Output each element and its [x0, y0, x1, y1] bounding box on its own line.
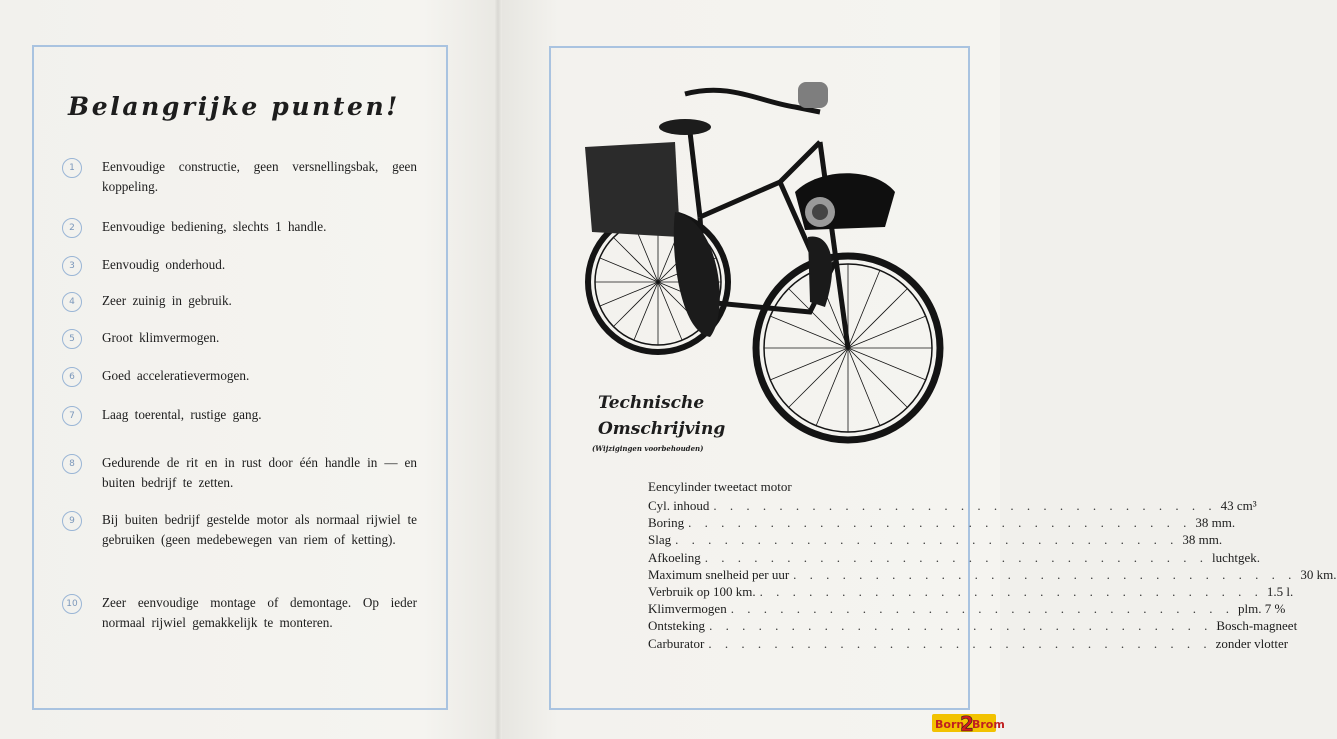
dot-leader [705, 617, 1216, 634]
spec-label: Klimvermogen [648, 601, 727, 617]
spec-label: Maximum snelheid per uur [648, 566, 790, 582]
spec-value: Bosch-magneet [1216, 618, 1298, 634]
item-number-badge: 7 [62, 406, 82, 426]
spec-list [648, 497, 1337, 652]
spec-heading: Eencylinder tweetact motor [648, 479, 792, 494]
item-number-badge: 2 [62, 218, 82, 238]
item-text: Eenvoudig onderhoud. [102, 257, 226, 272]
spec-row [648, 566, 1337, 583]
item-number-badge: 1 [62, 158, 82, 178]
spec-value: 30 km. [1300, 566, 1337, 582]
section-title [598, 390, 725, 442]
spec-label: Verbruik op 100 km. [648, 583, 756, 599]
spec-label: Afkoeling [648, 549, 701, 565]
dot-leader [704, 635, 1215, 652]
item-text: Eenvoudige constructie, geen versnellingsbak, geen koppeling. [102, 159, 417, 194]
spec-label: Slag [648, 532, 672, 548]
spec-row [648, 497, 1257, 514]
logo-text-brom: Brom [972, 718, 1005, 731]
item-text: Zeer zuinig in gebruik. [102, 293, 232, 308]
born2brom-watermark-logo [932, 706, 1005, 736]
spec-row [648, 583, 1294, 600]
spec-label: Cyl. inhoud [648, 498, 710, 513]
item-text: Bij buiten bedrijf gestelde motor als normaal rijwiel te gebruiken (geen medebewegen van riem of ketting). [102, 512, 417, 547]
spec-value: plm. 7 % [1237, 601, 1286, 617]
spec-value: luchtgek. [1211, 549, 1260, 565]
spec-row [648, 617, 1298, 634]
item-number-badge: 4 [62, 292, 82, 312]
item-number-badge: 8 [62, 454, 82, 474]
item-number-badge: 10 [62, 594, 82, 614]
spec-value: 38 mm. [1182, 532, 1223, 548]
spec-label: Ontsteking [648, 618, 706, 634]
item-text: Eenvoudige bediening, slechts 1 handle. [102, 219, 327, 234]
item-number-badge: 3 [62, 256, 82, 276]
dot-leader [709, 497, 1220, 514]
section-note: (Wijzigingen voorbehouden) [592, 444, 704, 453]
spec-label: Boring [648, 515, 685, 531]
spec-value: 1.5 l. [1266, 583, 1294, 599]
section-title-line1: Technische [598, 393, 705, 413]
item-number-badge: 9 [62, 511, 82, 531]
item-number-badge: 5 [62, 329, 82, 349]
spec-value: 38 mm. [1195, 515, 1236, 531]
item-text: Goed acceleratievermogen. [102, 368, 250, 383]
spec-label: Carburator [648, 635, 705, 651]
spec-row [648, 531, 1223, 548]
page-title: Belangrijke punten! [68, 92, 400, 121]
item-text: Zeer eenvoudige montage of demontage. Op ieder normaal rijwiel gemakkelijk te monteren. [102, 595, 417, 630]
spec-value: 43 cm³ [1220, 498, 1257, 513]
section-title-line2: Omschrijving [598, 419, 726, 439]
logo-text-born: Born [935, 718, 965, 731]
spec-row [648, 549, 1260, 566]
item-number-badge: 6 [62, 367, 82, 387]
item-text: Groot klimvermogen. [102, 330, 220, 345]
item-text: Gedurende de rit en in rust door één handle in — en buiten bedrijf te zetten. [102, 455, 417, 490]
spec-row [648, 600, 1286, 617]
item-text: Laag toerental, rustige gang. [102, 407, 262, 422]
logo-text-2: 2 [960, 712, 974, 736]
dot-leader [701, 549, 1212, 566]
dot-leader [756, 583, 1267, 600]
spec-row [648, 635, 1289, 652]
spec-value: zonder vlotter [1215, 635, 1289, 651]
spec-row [648, 514, 1236, 531]
dot-leader [684, 514, 1195, 531]
dot-leader [671, 531, 1182, 548]
dot-leader [789, 566, 1300, 583]
dot-leader [727, 600, 1238, 617]
page-fold [494, 0, 502, 739]
